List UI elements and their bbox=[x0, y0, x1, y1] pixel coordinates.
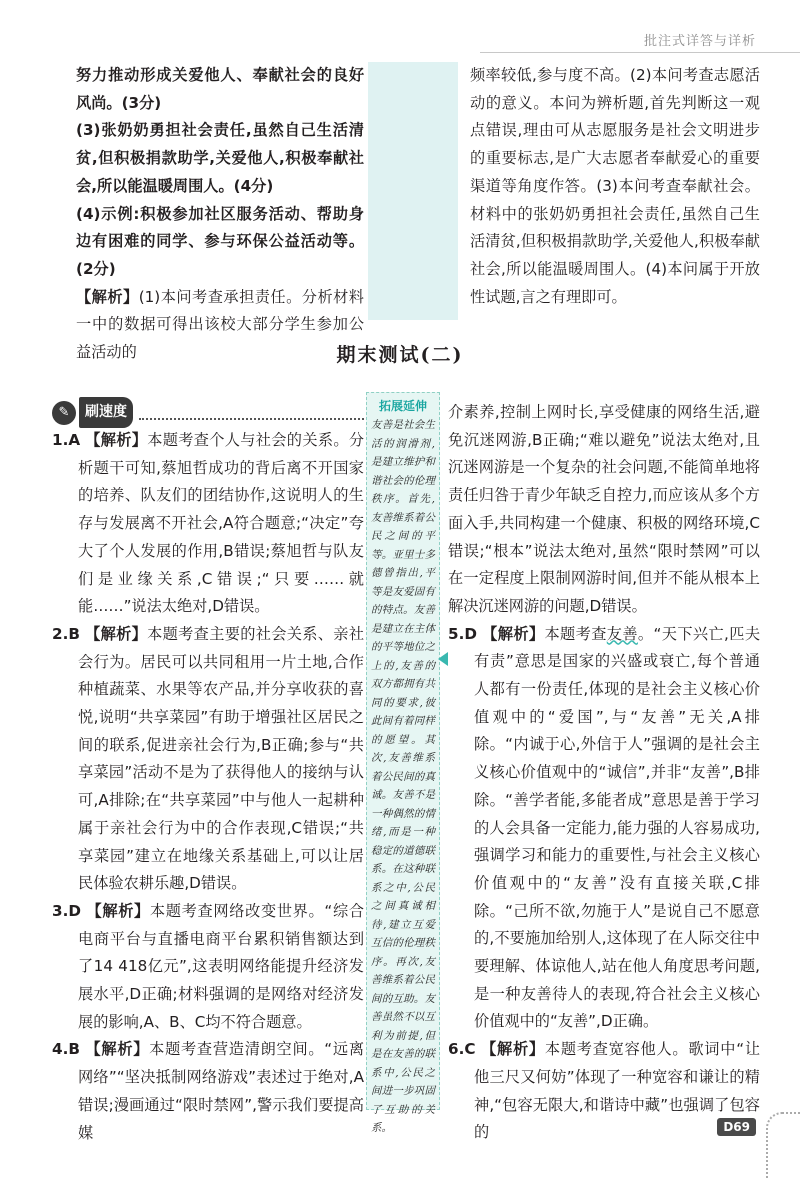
header-tag: 批注式详答与详析 bbox=[643, 34, 756, 49]
analysis-tag: 【解析】 bbox=[85, 624, 148, 643]
question-5 bbox=[448, 621, 760, 1037]
question-text: 本题考查宽容他人。歌词中“让他三尺又何妨”体现了一种宽容和谦让的精神,“包容无限大,和谐诗中藏”也强调了包容的 bbox=[474, 1040, 761, 1142]
prev-answer-right: 频率较低,参与度不高。(2)本问考查志愿活动的意义。本问为辨析题,首先判断这一观点错误,理由可从志愿服务是社会文明进步的重要标志,是广大志愿者奉献爱心的重要渠道等角度作答。(3)本问考查奉献社会。材料中的张奶奶勇担社会责任,虽然自己生活清贫,但积极捐款助学,关爱他人,积极奉献社会,所以能温暖周围人。(4)本问属于开放性试题,言之有理即可。 bbox=[470, 66, 760, 306]
question-lead: 本题考查 bbox=[544, 624, 607, 643]
question-answer: D bbox=[68, 901, 81, 920]
question-text: 本题考查网络改变世界。“综合电商平台与直播电商平台累积销售额达到了14 418亿元”,这表明网络能提升经济发展水平,D正确;材料强调的是网络对经济发展的影响,A、B、C均不符合题意。 bbox=[78, 901, 365, 1031]
question-answer: B bbox=[68, 1040, 80, 1059]
page-corner bbox=[766, 1112, 800, 1178]
speed-label: 刷速度 bbox=[79, 397, 133, 429]
question-answer: C bbox=[464, 1040, 476, 1059]
top-band bbox=[368, 62, 458, 320]
speed-dots bbox=[139, 406, 364, 420]
analysis-tag: 【解析】 bbox=[85, 431, 148, 449]
analysis-tag: 【解析】 bbox=[86, 901, 150, 920]
question-4-continued: 介素养,控制上网时长,享受健康的网络生活,避免沉迷网游,B正确;“难以避免”说法太绝对,且沉迷网游是一个复杂的社会问题,不能简单地将责任归咎于青少年缺乏自控力,而应该从多个方面入手,共同构建一个健康、积极的网络环境,C错误;“根本”说法太绝对,虽然“限时禁网”可以在一定程度上限制网游时间,但并不能从根本上解决沉迷网游的问题,D错误。 bbox=[448, 403, 760, 615]
question-number: 3. bbox=[52, 901, 69, 920]
question-number: 5. bbox=[448, 624, 465, 643]
analysis-tag: 【解析】 bbox=[482, 624, 545, 643]
question-2 bbox=[52, 621, 364, 898]
analysis-tag: 【解析】 bbox=[481, 1040, 545, 1059]
right-column bbox=[448, 399, 760, 1147]
question-6 bbox=[448, 1036, 760, 1147]
prev-answer-left bbox=[76, 62, 364, 367]
question-1 bbox=[52, 427, 364, 621]
side-note-arrow-icon bbox=[438, 652, 448, 666]
question-number: 6. bbox=[448, 1040, 465, 1059]
exam-title: 期末测试(二) bbox=[336, 344, 464, 366]
question-number: 4. bbox=[52, 1040, 69, 1059]
prev-item-1: 努力推动形成关爱他人、奉献社会的良好风尚。(3分) bbox=[76, 66, 364, 112]
page-number: D69 bbox=[717, 1118, 756, 1136]
speed-badge bbox=[52, 399, 364, 426]
analysis-text: (1)本问考查承担责任。分析材料一中的数据可得出该校大部分学生参加公益活动的 bbox=[76, 287, 364, 362]
side-note-title: 拓展延伸 bbox=[378, 399, 427, 413]
analysis-tag: 【解析】 bbox=[76, 287, 139, 306]
analysis-tag: 【解析】 bbox=[85, 1040, 150, 1059]
left-column bbox=[52, 399, 364, 1147]
question-number: 1. bbox=[52, 431, 69, 449]
prev-item-4: (4)示例:积极参加社区服务活动、帮助身边有困难的同学、参与环保公益活动等。(2分) bbox=[76, 204, 364, 278]
question-text: 。“天下兴亡,匹夫有责”意思是国家的兴盛或衰亡,每个普通人都有一份责任,体现的是社会主义核心价值观中的“爱国”,与“友善”无关,A排除。“内诚于心,外信于人”强调的是社会主义核心价值观中的“诚信”,并非“友善”,B排除。“善学者能,多能者成”意思是善于学习的人会具备一定能力,能力强的人容易成功,强调学习和能力的重要性,与社会主义核心价值观中的“友善”没有直接关联,C排除。“己所不欲,勿施于人”是说自己不愿意的,不要施加给别人,这体现了在人际交往中要理解、体谅他人,站在他人角度思考问题,是一种友善待人的表现,符合社会主义核心价值观中的“友善”,D正确。 bbox=[474, 624, 761, 1031]
question-number: 2. bbox=[52, 624, 69, 643]
pencil-icon: ✎ bbox=[52, 401, 76, 425]
question-answer: D bbox=[464, 624, 477, 643]
prev-item-3: (3)张奶奶勇担社会责任,虽然自己生活清贫,但积极捐款助学,关爱他人,积极奉献社会,所以能温暖周围人。(4分) bbox=[76, 121, 364, 195]
question-text: 本题考查营造清朗空间。“远离网络”“坚决抵制网络游戏”表述过于绝对,A错误;漫画通过“限时禁网”,警示我们要提高媒 bbox=[78, 1040, 365, 1142]
question-4 bbox=[52, 1036, 364, 1147]
question-answer: A bbox=[68, 431, 81, 449]
side-note-text: 友善是社会生活的润滑剂,是建立维护和谐社会的伦理秩序。首先,友善维系着公民之间的平等。亚里士多德曾指出,平等是友爱固有的特点。友善是建立在主体的平等地位之上的,友善的双方都拥有共同的要求,彼此间有着同样的愿望。其次,友善维系着公民间的真诚。友善不是一种偶然的情绪,而是一种稳定的道德联系。在这种联系之中,公民之间真诚相待,建立互爱互信的伦理秩序。再次,友善维系着公民间的互助。友善虽然不以互利为前提,但是在友善的联系中,公民之间进一步巩固了互助的关系。 bbox=[371, 419, 435, 1134]
side-note-panel bbox=[366, 392, 440, 1134]
question-3 bbox=[52, 898, 364, 1037]
question-text: 本题考查主要的社会关系、亲社会行为。居民可以共同租用一片土地,合作种植蔬菜、水果等农产品,并分享收获的喜悦,说明“共享菜园”有助于增强社区居民之间的联系,促进亲社会行为,B正确;参与“共享菜园”活动不是为了获得他人的接纳与认可,A排除;在“共享菜园”中与他人一起耕种属于亲社会行为中的合作表现,C错误;“共享菜园”建立在地缘关系基础上,可以让居民体验农耕乐趣,D错误。 bbox=[78, 624, 365, 893]
question-answer: B bbox=[68, 624, 80, 643]
header-rule bbox=[480, 52, 800, 53]
question-keyword: 友善 bbox=[606, 624, 638, 643]
question-text: 本题考查个人与社会的关系。分析题干可知,蔡旭哲成功的背后离不开国家的培养、队友们的团结协作,这说明人的生存与发展离不开社会,A符合题意;“决定”夸大了个人发展的作用,B错误;蔡旭哲与队友们是业缘关系,C错误;“只要……就能……”说法太绝对,D错误。 bbox=[78, 431, 365, 616]
